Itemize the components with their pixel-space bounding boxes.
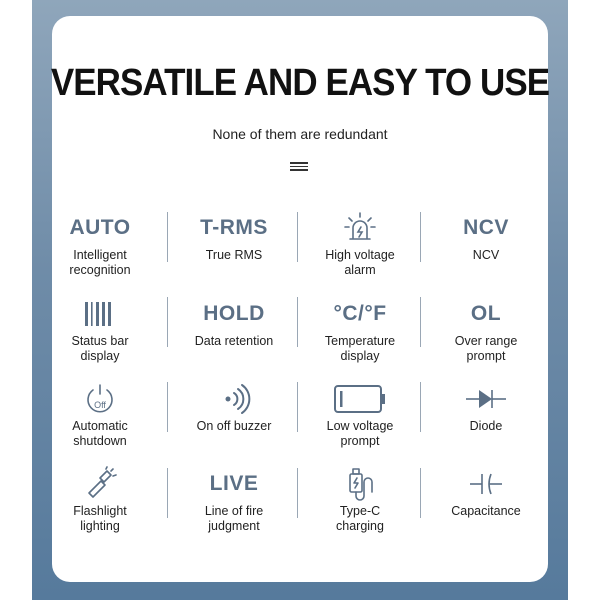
feature-type-c bbox=[298, 466, 422, 550]
feature-hold bbox=[172, 296, 296, 380]
menu-icon bbox=[290, 162, 308, 172]
feature-high-voltage-alarm bbox=[298, 210, 422, 294]
divider bbox=[420, 468, 421, 518]
feature-auto bbox=[38, 210, 162, 294]
feature-label: True RMS bbox=[205, 248, 263, 262]
flashlight-icon bbox=[38, 466, 162, 502]
diode-icon bbox=[424, 381, 548, 417]
feature-trms bbox=[172, 210, 296, 294]
power-off-text: Off bbox=[94, 400, 106, 410]
feature-over-range bbox=[424, 296, 548, 380]
auto-word: AUTO bbox=[69, 216, 131, 239]
feature-label: Temperature display bbox=[324, 334, 396, 363]
feature-label: Over range prompt bbox=[454, 334, 518, 363]
divider bbox=[297, 212, 298, 262]
divider bbox=[420, 297, 421, 347]
hold-word: HOLD bbox=[203, 302, 265, 325]
power-off-icon bbox=[38, 381, 162, 417]
feature-label: NCV bbox=[472, 248, 500, 262]
divider bbox=[420, 212, 421, 262]
ol-word: OL bbox=[470, 302, 502, 325]
feature-label: Intelligent recognition bbox=[69, 248, 131, 277]
feature-live bbox=[172, 466, 296, 550]
feature-label: Status bar display bbox=[71, 334, 129, 363]
divider bbox=[167, 468, 168, 518]
status-bar-icon bbox=[38, 296, 162, 332]
divider bbox=[297, 468, 298, 518]
feature-auto-shutdown bbox=[38, 381, 162, 465]
feature-temperature bbox=[298, 296, 422, 380]
type-c-plug-icon bbox=[298, 466, 422, 502]
feature-ncv bbox=[424, 210, 548, 294]
feature-status-bar bbox=[38, 296, 162, 380]
divider bbox=[167, 212, 168, 262]
buzzer-icon bbox=[172, 381, 296, 417]
feature-label: Flashlight lighting bbox=[73, 504, 127, 533]
feature-diode bbox=[424, 381, 548, 465]
feature-label: On off buzzer bbox=[196, 419, 272, 433]
feature-label: High voltage alarm bbox=[325, 248, 395, 277]
divider bbox=[167, 382, 168, 432]
divider bbox=[297, 382, 298, 432]
alarm-light-icon bbox=[298, 210, 422, 246]
divider bbox=[420, 382, 421, 432]
feature-label: Diode bbox=[469, 419, 503, 433]
divider bbox=[167, 297, 168, 347]
live-word: LIVE bbox=[209, 472, 259, 495]
feature-buzzer bbox=[172, 381, 296, 465]
trms-word: T-RMS bbox=[200, 216, 268, 239]
feature-label: Data retention bbox=[194, 334, 274, 348]
feature-label: Automatic shutdown bbox=[72, 419, 128, 448]
battery-icon bbox=[298, 381, 422, 417]
feature-label: Capacitance bbox=[451, 504, 521, 518]
feature-capacitance bbox=[424, 466, 548, 550]
page-title: VERSATILE AND EASY TO USE bbox=[50, 62, 550, 104]
temperature-word: °C/°F bbox=[333, 302, 387, 325]
feature-label: Line of fire judgment bbox=[204, 504, 264, 533]
feature-flashlight bbox=[38, 466, 162, 550]
page-subtitle: None of them are redundant bbox=[212, 126, 388, 142]
capacitor-icon bbox=[424, 466, 548, 502]
divider bbox=[297, 297, 298, 347]
ncv-word: NCV bbox=[463, 216, 509, 239]
feature-label: Low voltage prompt bbox=[326, 419, 394, 448]
feature-low-voltage bbox=[298, 381, 422, 465]
feature-label: Type-C charging bbox=[336, 504, 384, 533]
